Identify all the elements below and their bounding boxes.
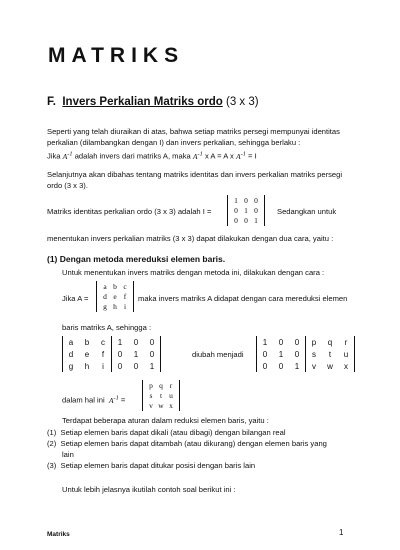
intro-line-2: perkalian (dilambangkan dengan I) dan invers perkalian, sehingga berlaku : (47, 138, 301, 147)
intro-inverse-statement (47, 149, 257, 162)
intro-line-1: Seperti yang telah diuraikan di atas, bahwa setiap matriks persegi mempunyai identitas (47, 127, 340, 136)
equation-right: = I (248, 151, 257, 161)
a-inverse-3: $A^{-1}$ (235, 150, 246, 161)
identity-after: Sedangkan untuk (277, 207, 337, 216)
section-label: F. (47, 96, 56, 108)
after-matrix-a: maka invers matriks A didapat dengan cara mereduksi elemen (138, 294, 348, 303)
rule-3: (3) Setiap elemen baris dapat ditukar posisi dengan baris lain (47, 461, 256, 470)
method-heading: (1) Dengan metoda mereduksi elemen baris. (47, 254, 226, 264)
identity-matrix: 1 0 0 0 1 0 0 0 1 (227, 195, 265, 226)
adalah-text: adalah invers dari matriks A, maka (74, 151, 191, 161)
diubah-menjadi: diubah menjadi (192, 350, 244, 359)
page-number: 1 (339, 528, 344, 537)
para2-line-2: ordo (3 x 3). (47, 181, 88, 190)
para2-line-1: Selanjutnya akan dibahas tentang matriks identitas dan invers perkalian matriks persegi (47, 170, 343, 179)
method-line-1: Untuk menentukan invers matriks dengan metoda ini, dilakukan dengan cara : (62, 268, 325, 277)
jika-a-label: Jika A = (62, 294, 89, 303)
rule-2-cont: lain (62, 450, 74, 459)
para3: menentukan invers perkalian matriks (3 x 3) dapat dilakukan dengan dua cara, yaitu : (47, 234, 334, 243)
aturan-line: Terdapat beberapa aturan dalam reduksi elemen baris, yaitu : (62, 416, 269, 425)
jika-text: Jika (47, 151, 61, 161)
page-title: MATRIKS (48, 44, 185, 67)
identity-label: Matriks identitas perkalian ordo (3 x 3) adalah I = (47, 207, 212, 216)
inverse-matrix: p q r s t u v w x (142, 380, 180, 411)
section-heading (47, 96, 259, 108)
rule-1: (1) Setiap elemen baris dapat dikali (atau dibagi) dengan bilangan real (47, 428, 286, 437)
a-inverse-2: $A^{-1}$ (192, 150, 203, 161)
section-heading-order: (3 x 3) (225, 96, 259, 108)
baris-line: baris matriks A, sehingga : (62, 323, 152, 332)
footer-label: Matriks (47, 531, 70, 538)
equation-left: x A = A x (204, 151, 234, 161)
dalam-hal-ini: dalam hal ini $A^{-1}$ = (62, 394, 126, 405)
matrix-a: a b c d e f g h i (96, 281, 134, 312)
augmented-matrix-right: 1 0 0 p q r 0 1 0 s t u 0 0 1 v w x (256, 336, 355, 372)
augmented-matrix-left: a b c 1 0 0 d e f 0 1 0 g h i 0 0 1 (62, 336, 161, 372)
section-heading-main: Invers Perkalian Matriks ordo (62, 96, 223, 108)
rule-2: (2) Setiap elemen baris dapat ditambah (atau dikurang) dengan elemen baris yang (47, 439, 327, 448)
a-inverse-4: $A^{-1}$ (108, 394, 119, 405)
a-inverse: $A^{-1}$ (62, 150, 73, 161)
closing-line: Untuk lebih jelasnya ikutilah contoh soal berikut ini : (62, 485, 236, 494)
